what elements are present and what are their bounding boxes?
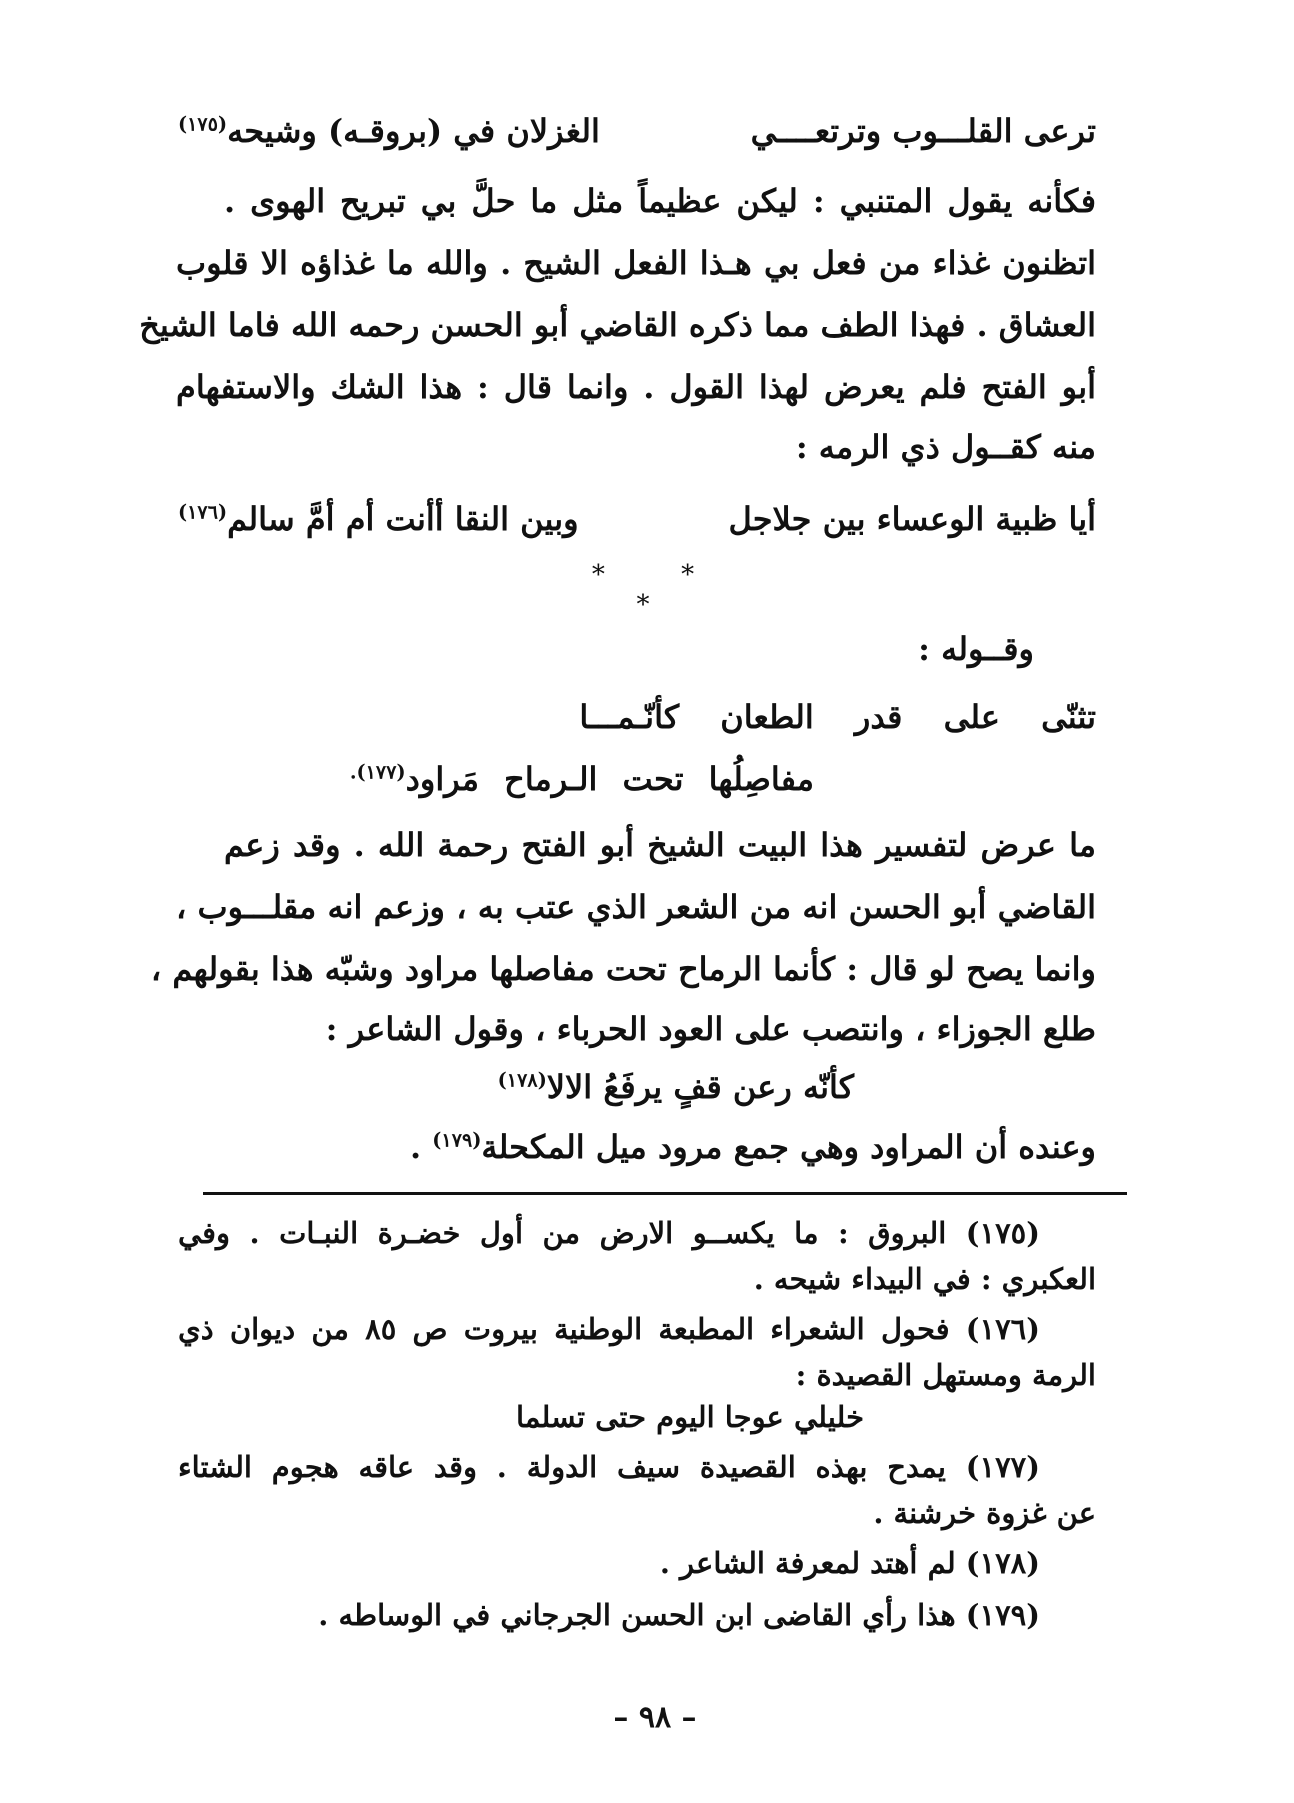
footnote-177-line-1: (١٧٧) يمدح بهذه القصيدة سيف الدولة . وقد عاقه هجوم الشتاء: [178, 1450, 1040, 1484]
verse-4: [498, 1068, 854, 1106]
paragraph-1-line-1: فكأنه يقول المتنبي : ليكن عظيماً مثل ما حلَّ بي تبريح الهوى .: [224, 182, 1096, 220]
footnote-ref-179: (١٧٩): [432, 1128, 482, 1152]
quote-intro: وقــوله :: [918, 630, 1034, 668]
footnote-176-line-2: الرمة ومستهل القصيدة :: [795, 1358, 1096, 1392]
footnote-176-line-1: (١٧٦) فحول الشعراء المطبعة الوطنية بيروت ص ٨٥ من ديوان ذي: [178, 1312, 1040, 1346]
footnote-ref-176: (١٧٦): [178, 500, 228, 524]
verse-1-first-half: ترعى القلـــوب وترتعــــي: [750, 112, 1096, 150]
paragraph-1-line-5: منه كقــول ذي الرمه :: [795, 428, 1096, 466]
section-divider-stars: * * *: [591, 560, 729, 620]
footnote-178: (١٧٨) لم أهتد لمعرفة الشاعر .: [659, 1546, 1040, 1580]
footnote-175-line-2: العكبري : في البيداء شيحه .: [753, 1262, 1096, 1296]
verse-2-second-half: [178, 500, 579, 538]
paragraph-3-end: .: [410, 1128, 433, 1166]
verse-2-second-half-text: وبين النقا أأنت أم أمَّ سالم: [227, 500, 579, 538]
verse-2-first-half: أيا ظبية الوعساء بين جلاجل: [728, 500, 1096, 538]
paragraph-3: [410, 1128, 1096, 1166]
paragraph-2-line-4: طلع الجوزاء ، وانتصب على العود الحرباء ، وقول الشاعر :: [325, 1010, 1096, 1048]
paragraph-2-line-2: القاضي أبو الحسن انه من الشعر الذي عتب به ، وزعم انه مقلـــوب ،: [176, 888, 1096, 926]
verse-1-second-half-text: الغزلان في (بروقـه) وشيحه: [227, 112, 600, 150]
verse-3-first-half: تثنّى على قدر الطعان كأنّـمـــا: [579, 698, 1096, 736]
paragraph-1-line-3: العشاق . فهذا الطف مما ذكره القاضي أبو الحسن رحمه الله فاما الشيخ: [139, 306, 1096, 344]
verse-4-text: كأنّه رعن قفٍ يرفَعُ الالا: [546, 1068, 854, 1106]
footnote-176-verse: خليلي عوجا اليوم حتى تسلما: [515, 1400, 864, 1434]
paragraph-1-line-2: اتظنون غذاء من فعل بي هـذا الفعل الشيح . والله ما غذاؤه الا قلوب: [176, 244, 1096, 282]
footnote-ref-178: (١٧٨): [497, 1068, 547, 1092]
paragraph-2-line-1: ما عرض لتفسير هذا البيت الشيخ أبو الفتح رحمة الله . وقد زعم: [224, 826, 1096, 864]
paragraph-3-text: وعنده أن المراود وهي جمع مرود ميل المكحلة: [481, 1128, 1096, 1166]
verse-3-second-half-text: مفاصِلُها تحت الـرماح مَراود: [405, 760, 814, 798]
footnote-separator: [203, 1192, 1127, 1195]
verse-1-second-half: [178, 112, 600, 150]
footnote-177-line-2: عن غزوة خرشنة .: [873, 1496, 1096, 1530]
paragraph-1-line-4: أبو الفتح فلم يعرض لهذا القول . وانما قال : هذا الشك والاستفهام: [176, 368, 1096, 406]
footnote-175-line-1: (١٧٥) البروق : ما يكســو الارض من أول خضـرة النبـات . وفي: [178, 1216, 1040, 1250]
paragraph-2-line-3: وانما يصح لو قال : كأنما الرماح تحت مفاصلها مراود وشبّه هذا بقولهم ،: [150, 950, 1096, 988]
footnote-ref-175: (١٧٥): [178, 112, 228, 136]
verse-3-second-half: [350, 760, 814, 798]
page-number: – ٩٨ –: [613, 1700, 697, 1735]
footnote-179: (١٧٩) هذا رأي القاضى ابن الحسن الجرجاني في الوساطه .: [318, 1598, 1040, 1632]
footnote-ref-177: (١٧٧).: [349, 760, 406, 784]
